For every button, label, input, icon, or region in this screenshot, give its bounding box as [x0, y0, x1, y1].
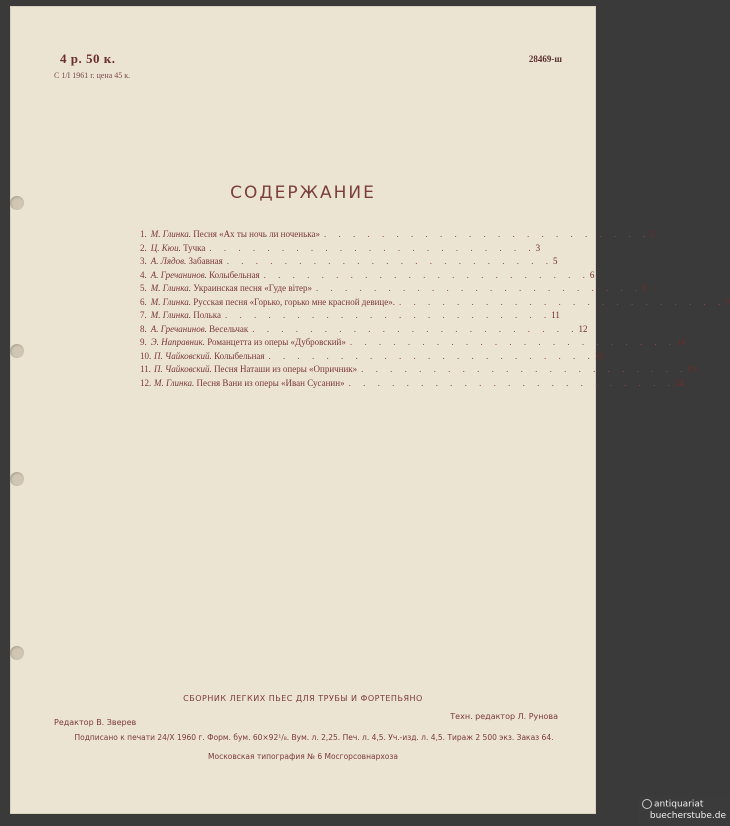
- toc-number: 9.: [140, 337, 147, 347]
- toc-page-number: 24: [674, 377, 684, 388]
- toc-page-number: 14: [676, 337, 686, 347]
- punch-hole: [10, 344, 24, 358]
- toc-leader-dots: . . . . . . . . . . . . . . . . . . . . . . .: [399, 296, 726, 307]
- toc-number: 1.: [140, 229, 147, 239]
- toc-entry: [154, 363, 357, 377]
- toc-page-number: 11: [551, 310, 560, 320]
- toc-author: Ц. Кюи.: [150, 242, 181, 253]
- toc-number: 10.: [140, 350, 152, 361]
- toc-row: [140, 363, 697, 377]
- toc-work: Русская песня «Горько, горько мне красной девице».: [193, 296, 395, 307]
- toc-entry: [151, 228, 320, 242]
- toc-author: П. Чайковский.: [154, 364, 212, 374]
- toc-entry: [151, 255, 223, 269]
- toc-leader-dots: . . . . . . . . . . . . . . . . . . . . . . .: [348, 377, 675, 388]
- toc-number: 5.: [140, 283, 147, 293]
- toc-entry: [151, 323, 249, 337]
- toc-page-number: 5: [553, 256, 558, 266]
- toc-row: [140, 336, 686, 350]
- toc-entry: [154, 377, 345, 391]
- toc-author: А. Гречанинов.: [150, 269, 207, 280]
- toc-entry: [151, 309, 221, 323]
- contents-title: СОДЕРЖАНИЕ: [230, 183, 376, 203]
- toc-work: Забавная: [188, 256, 223, 266]
- toc-work: Тучка: [183, 242, 206, 253]
- toc-leader-dots: . . . . . . . . . . . . . . . . . . . . . . .: [209, 242, 536, 253]
- watermark: [638, 796, 730, 826]
- toc-leader-dots: . . . . . . . . . . . . . . . . . . . . . . .: [323, 229, 651, 239]
- toc-number: 2.: [140, 242, 147, 253]
- toc-author: М. Глинка.: [150, 229, 192, 239]
- toc-leader-dots: . . . . . . . . . . . . . . . . . . . . . . .: [224, 310, 552, 320]
- printing-house: Московская типография № 6 Мосгорсовнархоза: [208, 752, 398, 761]
- toc-page-number: 2: [650, 229, 655, 239]
- toc-page-number: 12: [578, 323, 588, 334]
- toc-page-number: 3: [535, 242, 541, 253]
- toc-work: Песня «Ах ты ночь ли ноченька»: [193, 229, 320, 239]
- toc-number: 7.: [140, 310, 147, 320]
- toc-author: М. Глинка.: [150, 296, 192, 307]
- toc-leader-dots: . . . . . . . . . . . . . . . . . . . . . . .: [316, 283, 643, 293]
- toc-author: Э. Направник.: [150, 337, 205, 347]
- toc-row: [140, 309, 560, 323]
- toc-entry: [151, 269, 260, 283]
- toc-number: 4.: [140, 269, 147, 280]
- toc-author: А. Лядов.: [150, 256, 187, 266]
- watermark-line2: buecherstube.de: [649, 810, 726, 821]
- price: 4 р. 50 к.: [60, 51, 116, 66]
- toc-number: 12.: [140, 377, 152, 388]
- toc-leader-dots: . . . . . . . . . . . . . . . . . . . . . . .: [252, 323, 579, 334]
- toc-work: Песня Вани из оперы «Иван Сусанин»: [196, 377, 345, 388]
- toc-row: [140, 269, 595, 283]
- toc-work: Полька: [193, 310, 221, 320]
- toc-page-number: 19: [687, 364, 697, 374]
- price-note: С 1/I 1961 г. цена 45 к.: [54, 71, 131, 80]
- toc-page-number: 16: [594, 350, 604, 361]
- toc-row: [140, 242, 541, 256]
- toc-entry: [151, 336, 346, 350]
- table-of-contents: [140, 228, 730, 390]
- toc-row: [140, 282, 647, 296]
- toc-row: [140, 255, 558, 269]
- series-title: СБОРНИК ЛЕГКИХ ПЬЕС ДЛЯ ТРУБЫ И ФОРТЕПЬЯНО: [183, 694, 423, 703]
- toc-entry: [151, 242, 206, 256]
- toc-number: 8.: [140, 323, 147, 334]
- toc-leader-dots: . . . . . . . . . . . . . . . . . . . . . . .: [263, 269, 590, 280]
- toc-number: 6.: [140, 296, 147, 307]
- print-info: Подписано к печати 24/X 1960 г. Форм. бум. 60×92¹/₈. Вум. л. 2,25. Печ. л. 4,5. Уч.-изд. л. 4,5. Тираж 2 500 экз. Заказ 64.: [74, 733, 554, 742]
- editor: Редактор В. Зверев: [54, 718, 137, 727]
- toc-row: [140, 350, 604, 364]
- toc-work: Песня Наташи из оперы «Опричник»: [214, 364, 358, 374]
- punch-hole: [10, 472, 24, 486]
- catalog-code: 28469-ш: [528, 54, 562, 64]
- toc-page-number: 8: [642, 283, 647, 293]
- toc-author: П. Чайковский.: [154, 350, 212, 361]
- tech-editor: Техн. редактор Л. Рунова: [450, 712, 558, 721]
- toc-author: М. Глинка.: [150, 310, 192, 320]
- toc-work: Романцетта из оперы «Дубровский»: [207, 337, 346, 347]
- toc-page-number: 6: [589, 269, 595, 280]
- toc-entry: [151, 282, 312, 296]
- watermark-line1: antiquariat: [654, 799, 704, 810]
- toc-row: [140, 296, 730, 310]
- toc-entry: [151, 296, 395, 310]
- toc-work: Колыбельная: [214, 350, 265, 361]
- toc-entry: [154, 350, 265, 364]
- toc-page-number: 9: [725, 296, 730, 307]
- toc-row: [140, 377, 684, 391]
- toc-author: М. Глинка.: [150, 283, 192, 293]
- toc-work: Колыбельная: [209, 269, 260, 280]
- toc-leader-dots: . . . . . . . . . . . . . . . . . . . . . . .: [226, 256, 554, 266]
- toc-number: 3.: [140, 256, 147, 266]
- toc-author: А. Гречанинов.: [150, 323, 207, 334]
- toc-number: 11.: [140, 364, 151, 374]
- toc-author: М. Глинка.: [154, 377, 195, 388]
- toc-row: [140, 323, 588, 337]
- toc-leader-dots: . . . . . . . . . . . . . . . . . . . . . . .: [349, 337, 677, 347]
- toc-work: Весельчак: [209, 323, 249, 334]
- toc-leader-dots: . . . . . . . . . . . . . . . . . . . . . . .: [268, 350, 595, 361]
- toc-row: [140, 228, 655, 242]
- watermark-logo-icon: [642, 799, 652, 809]
- toc-work: Украинская песня «Гуде вiтер»: [193, 283, 312, 293]
- toc-leader-dots: . . . . . . . . . . . . . . . . . . . . . . .: [361, 364, 688, 374]
- punch-hole: [10, 646, 24, 660]
